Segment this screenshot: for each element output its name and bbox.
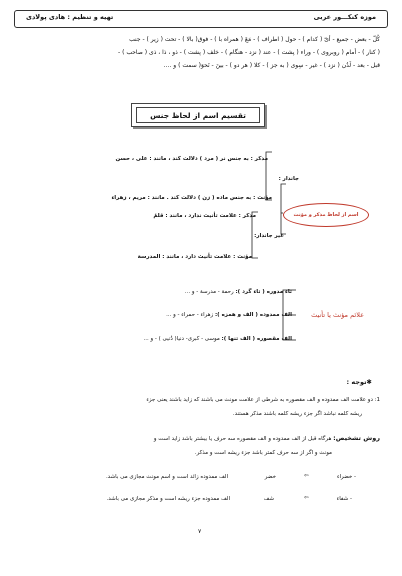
gender-root-label: اسم از لحاظ مذکر و مؤنث xyxy=(283,203,369,227)
inanimate-label: غیر جاندار: xyxy=(254,233,284,239)
sign-item-1-examples: رحمة - مدرسة - و ... xyxy=(184,289,236,295)
note-heading xyxy=(347,378,372,386)
intro-line-2: ( کنار ) - أمام ( روبروی ) - وراء ( پشت ) - عند ( نزد - هنگام ) - خلف ( پشت ) - ذو ، ذا ، ذی ( صاحب ) - xyxy=(118,49,380,56)
note-para2-rest: هرگاه قبل از الف ممدوده و الف مقصوره سه حرف یا بیشتر باشد زاید است و xyxy=(153,436,334,442)
feminine-signs-label: علائم مؤنث یا تأنیث xyxy=(311,311,364,319)
feminine-animate-text: مؤنث : به جنس ماده ( زن ) دلالت کند . مانند : مریم ، زهراء xyxy=(111,195,272,201)
example-2-explanation: الف ممدوده جزء ریشه است و مذکر مجازی می باشد. xyxy=(106,496,230,502)
header-left-author: تهیه و تنظیم : هادی پولادی xyxy=(26,13,114,21)
header-right-title: موزه کنکـــور عربی xyxy=(313,13,376,21)
sign-item-1 xyxy=(185,289,292,295)
example-2-root: شف xyxy=(263,496,274,502)
note-para2-line2: مونث و اگر از سه حرف کمتر باشد جزء ریشه است و مذکر. xyxy=(194,450,332,456)
example-2-word: - شفاء xyxy=(336,496,352,502)
section-title: تقسیم اسم از لحاظ جنس xyxy=(136,107,260,123)
sign-item-2-examples: زهراء - حمراء - و ... xyxy=(166,312,215,318)
note-bullet-icon: ✱ xyxy=(366,378,372,386)
masculine-animate-text: مذکر : به جنس نر ( مرد ) دلالت کند ، مانند : علی ، حسن xyxy=(115,156,268,162)
page-number: ۷ xyxy=(198,528,202,535)
masculine-inanimate-text: مذکر : علامت تأنیث ندارد ، مانند : قلمٌ xyxy=(153,213,256,219)
note-heading-text: توجه : xyxy=(346,378,367,386)
example-1-explanation: الف ممدوده زائد است و اسم مونث مجازی می باشد. xyxy=(105,474,228,480)
intro-line-1: کُلّ - بعض - جمیع - أیّ ( کدام ) - حول ( اطراف ) - مَعَ ( همراه با ) - فوق( بالا ) - تحت ( زیر ) - جنب xyxy=(129,36,380,43)
sign-item-1-head: تاء مدوره ( تاء گرد ): xyxy=(235,289,292,295)
example-1-word: - خضراء xyxy=(336,474,356,480)
feminine-inanimate-text: مؤنث : علامت تأنیث دارد ، مانند : المدرسة xyxy=(137,254,252,260)
sign-item-2-head: الف ممدوده ( الف و همزه ): xyxy=(214,312,292,318)
sign-item-3-head: الف مقصوره ( الف تنها ): xyxy=(221,336,292,342)
example-2-arrow-icon: ⇦ xyxy=(304,495,309,501)
note-para1-line2: ریشه کلمه نباشد اگر جزء ریشه کلمه باشند مذکر هستند. xyxy=(232,411,362,417)
sign-item-3 xyxy=(144,336,292,342)
sign-item-3-examples: موسی - کبری- دنیا( دُنیی ) - و ... xyxy=(143,336,222,342)
note-para2-line1 xyxy=(154,434,380,442)
sign-item-2 xyxy=(166,312,292,318)
example-1-arrow-icon: ⇦ xyxy=(304,473,309,479)
animate-label: جاندار : xyxy=(278,176,299,182)
note-para2-bold: روش تشخیص: xyxy=(333,434,380,442)
intro-line-3: قبل - بعد - لَدُن ( نزد ) - غیر - سِوی ( به جز ) - کلا ( هر دو ) - بینَ - نَحوَ( سمت ) و .... xyxy=(163,62,380,69)
note-para1-line1: 1: دو علامت الف ممدوده و الف مقصوره به شرطی از علامت مونث می باشند که زاید باشند یعنی جزء xyxy=(146,397,380,403)
example-1-root: خضر xyxy=(264,474,276,480)
